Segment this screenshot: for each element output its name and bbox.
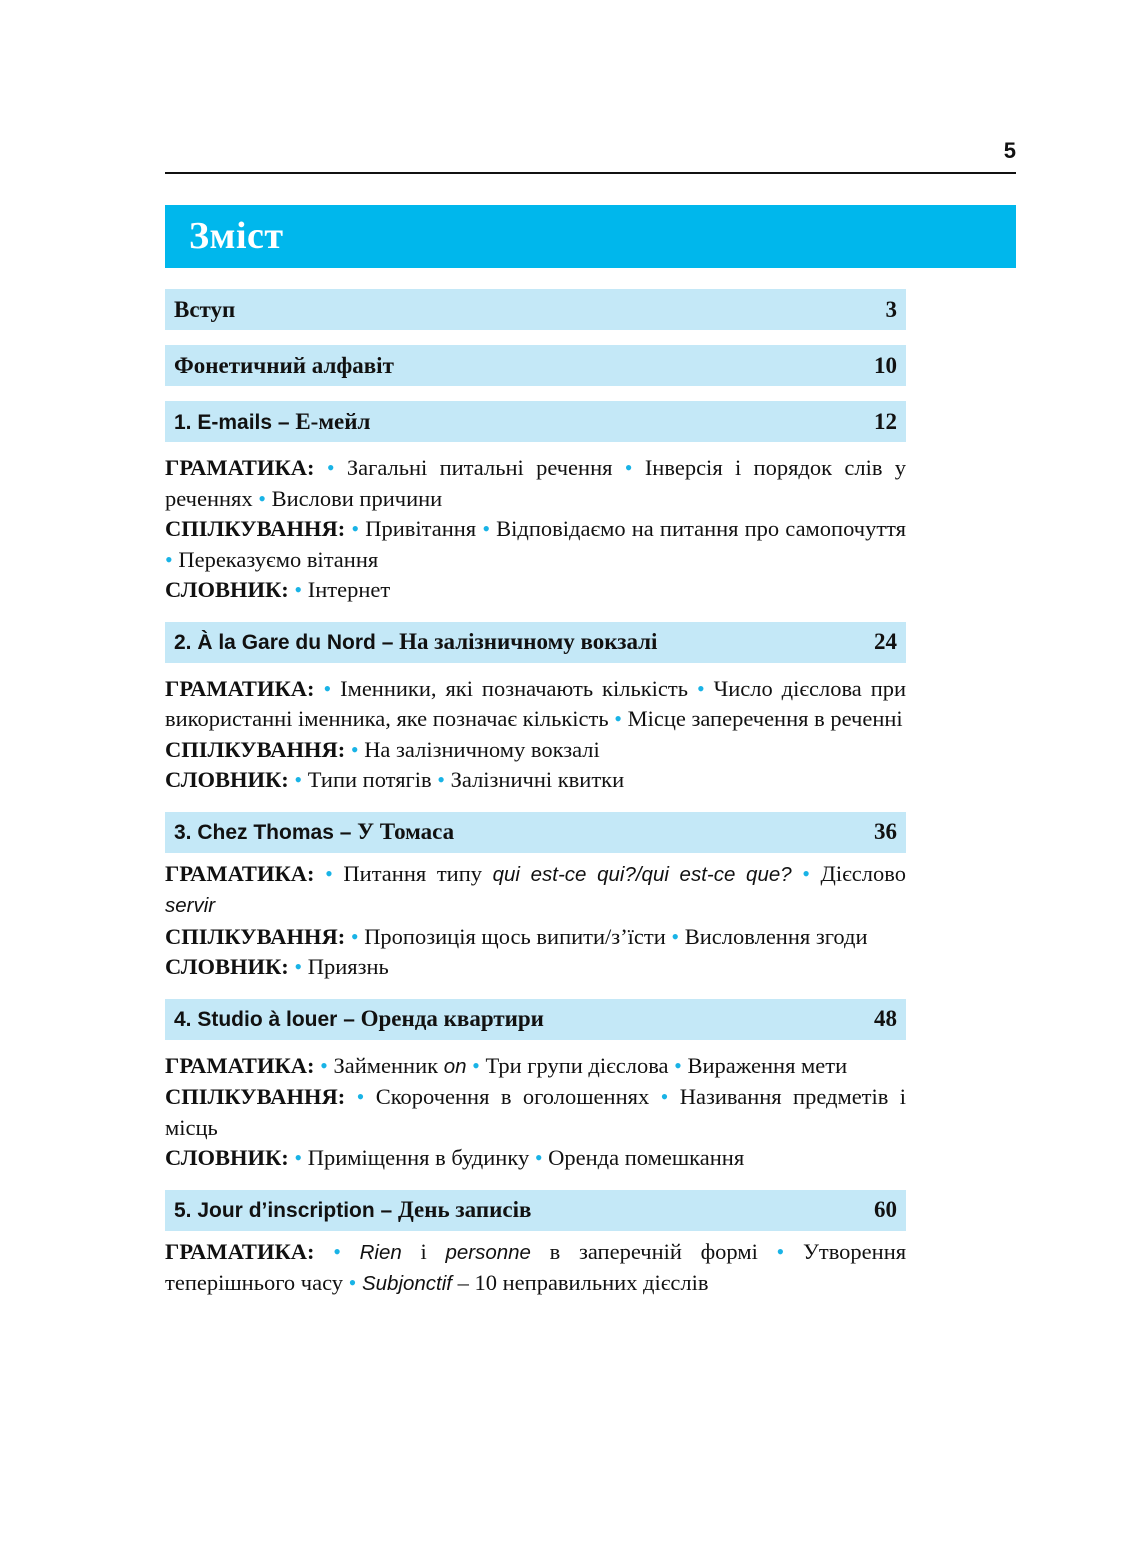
table-of-contents: [165, 289, 906, 1316]
topic: Місце заперечення в реченні: [627, 706, 903, 731]
bullet-icon: •: [614, 706, 622, 731]
vocabulary-line: [165, 1143, 906, 1174]
unit-page: 12: [874, 408, 897, 434]
vocabulary-line: [165, 575, 906, 606]
toc-unit-5-body: [165, 1237, 906, 1300]
toc-unit-4-header[interactable]: [165, 999, 906, 1040]
bullet-icon: •: [294, 1145, 303, 1170]
bullet-icon: •: [674, 1052, 682, 1078]
topic: Називання предметів і місць: [165, 1084, 907, 1140]
bullet-icon: •: [776, 1238, 785, 1264]
toc-unit-1-body: [165, 453, 906, 606]
unit-page: 36: [874, 819, 897, 844]
toc-entry-page: 10: [874, 352, 897, 378]
communication-line: [165, 735, 906, 766]
vocabulary-label: СЛОВНИК:: [165, 954, 289, 979]
topic: Оренда помешкання: [548, 1145, 745, 1170]
topic: На залізничному вокзалі: [364, 736, 600, 762]
unit-title-ua: На залізничному вокзалі: [399, 629, 658, 654]
vocabulary-label: СЛОВНИК:: [165, 1145, 289, 1170]
topic: Займенник: [333, 1052, 439, 1078]
unit-title: [174, 409, 370, 435]
topic: Утворення теперішнього часу: [165, 1238, 907, 1295]
bullet-icon: •: [258, 485, 266, 511]
topic-term: Rien: [359, 1240, 402, 1264]
unit-title-fr: 3. Chez Thomas –: [174, 821, 352, 844]
unit-title: [174, 1006, 544, 1032]
bullet-icon: •: [294, 767, 303, 792]
topic-term: servir: [165, 894, 216, 917]
bullet-icon: •: [534, 1145, 543, 1170]
bullet-icon: •: [356, 1084, 365, 1109]
bullet-icon: •: [660, 1084, 669, 1109]
unit-title: [174, 629, 657, 655]
bullet-icon: •: [472, 1052, 480, 1078]
grammar-label: ГРАМАТИКА:: [165, 1238, 315, 1264]
unit-page: 60: [874, 1197, 897, 1222]
unit-page: 48: [874, 1006, 897, 1031]
toc-entry-intro[interactable]: [165, 289, 906, 330]
topic: в заперечній формі: [549, 1238, 758, 1264]
topic: Відповідаємо на питання про самопочуття: [496, 516, 907, 541]
bullet-icon: •: [323, 675, 332, 701]
topic-term: Subjonctif: [361, 1272, 452, 1295]
toc-unit-2-body: [165, 674, 906, 796]
grammar-line: [165, 1051, 906, 1083]
topic: Інтернет: [307, 577, 391, 602]
page-number: 5: [1003, 138, 1016, 163]
topic: – 10 неправильних дієслів: [457, 1270, 709, 1295]
grammar-line: [165, 1237, 906, 1300]
unit-title-fr: 4. Studio à louer –: [174, 1008, 355, 1031]
unit-title-fr: 5. Jour d’inscription –: [174, 1199, 393, 1222]
page-title: Зміст: [189, 215, 284, 257]
bullet-icon: •: [294, 577, 303, 602]
bullet-icon: •: [320, 1052, 328, 1078]
vocabulary-label: СЛОВНИК:: [165, 577, 289, 602]
bullet-icon: •: [294, 954, 303, 979]
unit-page: 24: [874, 629, 897, 654]
communication-label: СПІЛКУВАННЯ:: [165, 736, 346, 762]
bullet-icon: •: [671, 923, 680, 949]
bullet-icon: •: [350, 736, 359, 762]
bullet-icon: •: [624, 455, 633, 480]
vocabulary-line: [165, 765, 906, 796]
unit-title-fr: 1. E-mails –: [174, 410, 290, 434]
toc-entry-label: Вступ: [174, 296, 236, 322]
topic: Три групи дієслова: [485, 1052, 669, 1078]
topic: Іменники, які позначають кількість: [340, 675, 688, 701]
topic-term: on: [443, 1054, 467, 1078]
topic: Вираження мети: [687, 1052, 848, 1078]
unit-title: [174, 819, 454, 845]
bullet-icon: •: [802, 860, 810, 886]
bullet-icon: •: [325, 860, 333, 886]
bullet-icon: •: [351, 516, 360, 541]
communication-label: СПІЛКУВАННЯ:: [165, 516, 346, 541]
topic: Вислови причини: [271, 485, 443, 511]
grammar-label: ГРАМАТИКА:: [165, 1052, 315, 1078]
grammar-line: [165, 859, 906, 922]
toc-unit-1-header[interactable]: [165, 401, 906, 442]
unit-title-ua: Е-мейл: [295, 408, 371, 434]
bullet-icon: •: [482, 516, 491, 541]
toc-entry-page: 3: [885, 296, 897, 322]
topic: Типи потягів: [307, 767, 432, 792]
topic: Привітання: [365, 516, 477, 541]
header-rule: [165, 172, 1016, 174]
unit-title: [174, 1197, 531, 1223]
grammar-label: ГРАМАТИКА:: [165, 860, 315, 886]
toc-unit-4-body: [165, 1051, 906, 1174]
grammar-line: [165, 453, 906, 514]
topic: Пропозиція щось випити/з’їсти: [364, 923, 666, 949]
topic: Загальні питальні речення: [346, 455, 613, 480]
bullet-icon: •: [437, 767, 445, 792]
topic: Питання типу: [343, 860, 482, 886]
toc-unit-5-header[interactable]: [165, 1190, 906, 1231]
topic: Приміщення в будинку: [307, 1145, 530, 1170]
communication-line: [165, 922, 906, 953]
topic: Число дієслова при використанні іменника, яке позначає кількість: [165, 675, 907, 731]
toc-entry-phonetic[interactable]: [165, 345, 906, 386]
toc-unit-3-body: [165, 859, 906, 983]
title-bar: [165, 205, 1016, 268]
topic: Залізничні квитки: [450, 767, 625, 792]
unit-title-fr: 2. À la Gare du Nord –: [174, 631, 394, 654]
vocabulary-line: [165, 952, 906, 983]
unit-title-ua: Оренда квартири: [360, 1006, 544, 1031]
unit-title-ua: День записів: [397, 1197, 532, 1222]
communication-label: СПІЛКУВАННЯ:: [165, 923, 346, 949]
topic: Інверсія і порядок слів у реченнях: [165, 455, 907, 511]
bullet-icon: •: [326, 455, 335, 480]
topic-term: qui est-ce qui?/qui est-ce que?: [492, 862, 792, 886]
communication-line: [165, 1082, 906, 1143]
toc-unit-3-header[interactable]: [165, 812, 906, 853]
topic: Висловлення згоди: [684, 923, 868, 949]
topic-term: personne: [445, 1240, 531, 1264]
topic: і: [420, 1238, 427, 1264]
unit-title-ua: У Томаса: [357, 819, 455, 844]
bullet-icon: •: [348, 1270, 357, 1295]
topic: Скорочення в оголошеннях: [375, 1084, 650, 1109]
grammar-label: ГРАМАТИКА:: [165, 675, 315, 701]
bullet-icon: •: [333, 1238, 341, 1264]
topic: Переказуємо вітання: [178, 546, 379, 572]
communication-line: [165, 514, 906, 575]
bullet-icon: •: [165, 546, 173, 572]
grammar-line: [165, 674, 906, 735]
vocabulary-label: СЛОВНИК:: [165, 767, 289, 792]
toc-unit-2-header[interactable]: [165, 622, 906, 663]
bullet-icon: •: [350, 923, 359, 949]
communication-label: СПІЛКУВАННЯ:: [165, 1084, 346, 1109]
grammar-label: ГРАМАТИКА:: [165, 455, 315, 480]
bullet-icon: •: [696, 675, 705, 701]
toc-entry-label: Фонетичний алфавіт: [174, 352, 394, 378]
topic: Приязнь: [307, 954, 389, 979]
topic: Дієслово: [820, 860, 906, 886]
